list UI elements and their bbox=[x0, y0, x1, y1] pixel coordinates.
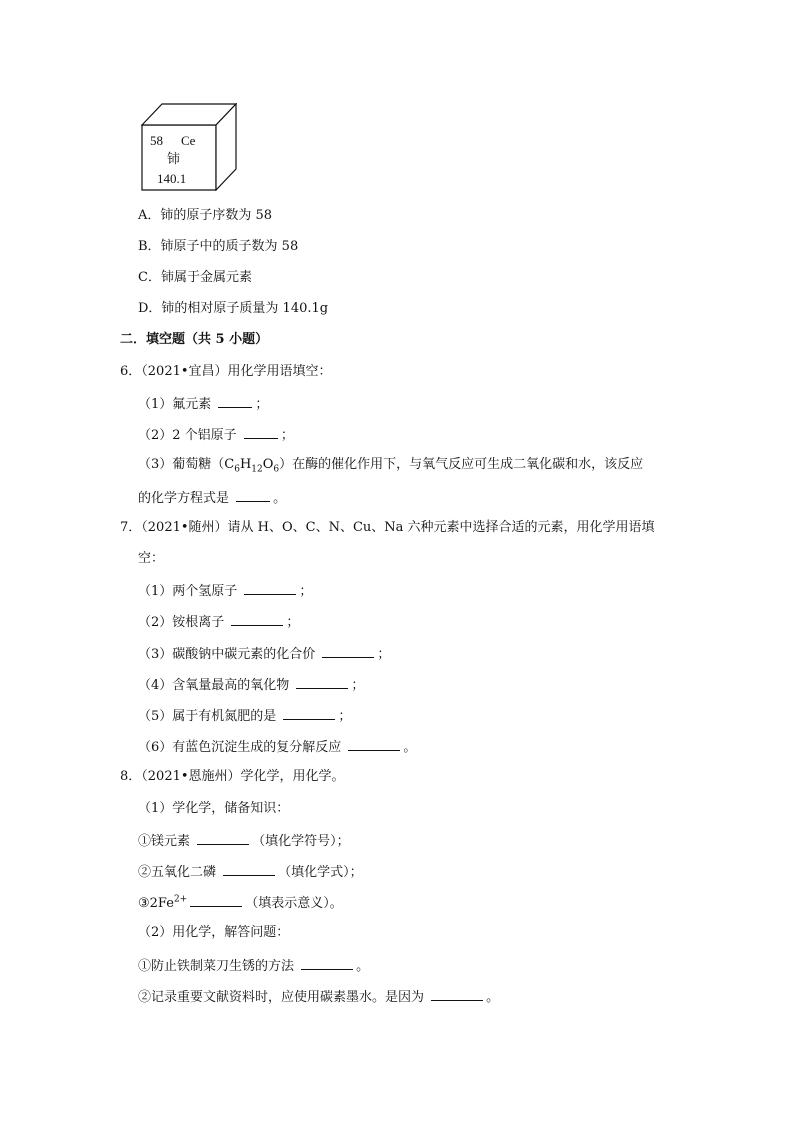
formula-part: H bbox=[239, 457, 252, 472]
answer-blank[interactable] bbox=[431, 986, 483, 1001]
q8-item3-text: ③2Fe bbox=[138, 896, 174, 911]
q8-item4 bbox=[138, 955, 369, 977]
punct: ； bbox=[377, 647, 391, 662]
q8-item1 bbox=[138, 830, 350, 852]
answer-blank[interactable] bbox=[197, 830, 249, 845]
q8-item3-hint: （填表示意义）。 bbox=[245, 896, 343, 911]
q7-part5-text: （5）属于有机氮肥的是 bbox=[138, 709, 277, 724]
q8-stem: 8．（2021•恩施州）学化学，用化学。 bbox=[120, 769, 345, 784]
punct: ； bbox=[299, 584, 313, 599]
punct: ； bbox=[255, 397, 269, 412]
option-a: A．铈的原子序数为 58 bbox=[138, 208, 273, 223]
option-d: D．铈的相对原子质量为 140.1g bbox=[138, 301, 329, 316]
q7-part1 bbox=[138, 580, 312, 602]
element-symbol: Ce bbox=[181, 133, 196, 148]
q6-part2 bbox=[138, 424, 294, 446]
q7-part3-text: （3）碳酸钠中碳元素的化合价 bbox=[138, 647, 316, 662]
punct: 。 bbox=[273, 491, 287, 506]
q7-part6 bbox=[138, 736, 416, 758]
q7-stem-cont: 空： bbox=[138, 551, 165, 566]
answer-blank[interactable] bbox=[223, 861, 275, 876]
subscript: 6 bbox=[234, 464, 240, 475]
answer-blank[interactable] bbox=[296, 674, 348, 689]
q7-part1-text: （1）两个氢原子 bbox=[138, 584, 238, 599]
q6-part2-text: （2）2 个铝原子 bbox=[138, 428, 237, 443]
answer-blank[interactable] bbox=[236, 487, 270, 502]
punct: ； bbox=[286, 615, 300, 630]
q6-stem: 6．（2021•宜昌）用化学用语填空： bbox=[120, 364, 332, 379]
q6-part1 bbox=[138, 393, 268, 415]
q6-part3-line2 bbox=[138, 487, 286, 509]
q7-stem: 7．（2021•随州）请从 H、O、C、N、Cu、Na 六种元素中选择合适的元素，用化学用语填 bbox=[120, 520, 655, 535]
punct: ； bbox=[338, 709, 352, 724]
option-b: B．铈原子中的质子数为 58 bbox=[138, 239, 299, 254]
answer-blank[interactable] bbox=[283, 705, 335, 720]
answer-blank[interactable] bbox=[190, 892, 242, 907]
formula-part: O bbox=[262, 457, 274, 472]
q8-item4-text: ①防止铁制菜刀生锈的方法 bbox=[138, 959, 295, 974]
answer-blank[interactable] bbox=[244, 580, 296, 595]
answer-blank[interactable] bbox=[322, 643, 374, 658]
q7-part4 bbox=[138, 674, 364, 696]
punct: ； bbox=[280, 428, 294, 443]
punct: 。 bbox=[356, 959, 370, 974]
q7-part5 bbox=[138, 705, 351, 727]
answer-blank[interactable] bbox=[218, 393, 252, 408]
answer-blank[interactable] bbox=[231, 611, 283, 626]
q7-part3 bbox=[138, 643, 390, 665]
q8-item1-hint: （填化学符号）； bbox=[252, 834, 350, 849]
punct: 。 bbox=[403, 740, 417, 755]
q6-part1-text: （1）氟元素 bbox=[138, 397, 212, 412]
q8-item2 bbox=[138, 861, 363, 883]
atomic-mass: 140.1 bbox=[157, 171, 187, 186]
punct: 。 bbox=[486, 990, 500, 1005]
q7-part4-text: （4）含氧量最高的氧化物 bbox=[138, 678, 290, 693]
q8-item5-text: ②记录重要文献资料时，应使用碳素墨水。是因为 bbox=[138, 990, 425, 1005]
q8-item1-text: ①镁元素 bbox=[138, 834, 191, 849]
option-c: C．铈属于金属元素 bbox=[138, 270, 252, 285]
q7-part2 bbox=[138, 611, 299, 633]
q8-item2-hint: （填化学式）； bbox=[278, 865, 363, 880]
subscript: 6 bbox=[273, 464, 280, 475]
element-name: 铈 bbox=[167, 151, 181, 166]
q6-part3-text: 的化学方程式是 bbox=[138, 491, 230, 506]
q8-item2-text: ②五氧化二磷 bbox=[138, 865, 217, 880]
superscript: 2+ bbox=[173, 894, 188, 905]
q6-part3-text: （3）葡萄糖（C bbox=[138, 457, 235, 472]
punct: ； bbox=[351, 678, 365, 693]
q8-item3 bbox=[138, 892, 343, 914]
subscript: 12 bbox=[251, 464, 263, 475]
q8-item5 bbox=[138, 986, 499, 1008]
atomic-number: 58 bbox=[150, 133, 163, 148]
section-title: 二．填空题（共 5 小题） bbox=[120, 332, 269, 347]
q6-part3 bbox=[138, 455, 643, 475]
q6-part3-text: ）在酶的催化作用下，与氧气反应可生成二氧化碳和水，该反应 bbox=[279, 457, 644, 472]
answer-blank[interactable] bbox=[301, 955, 353, 970]
q8-part2: （2）用化学，解答问题： bbox=[138, 925, 290, 940]
answer-blank[interactable] bbox=[244, 424, 278, 439]
q8-part1: （1）学化学，储备知识： bbox=[138, 801, 290, 816]
element-tile bbox=[141, 103, 237, 191]
q7-part6-text: （6）有蓝色沉淀生成的复分解反应 bbox=[138, 740, 342, 755]
q7-part2-text: （2）铵根离子 bbox=[138, 615, 225, 630]
answer-blank[interactable] bbox=[348, 736, 400, 751]
